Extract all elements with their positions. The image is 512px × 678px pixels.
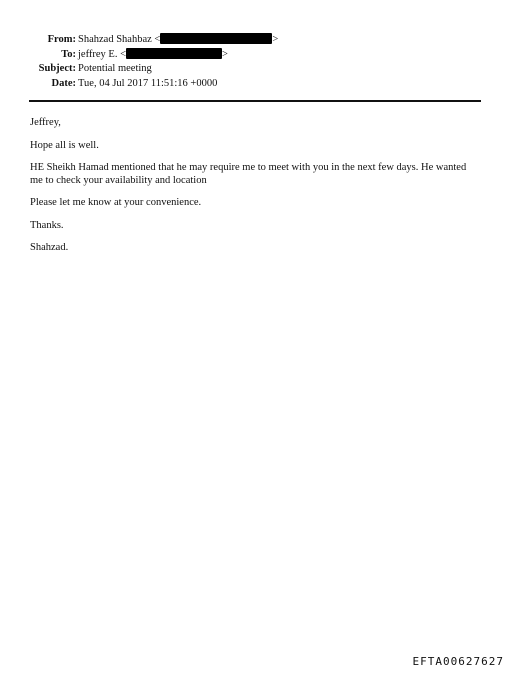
header-divider (29, 100, 481, 102)
signature: Shahzad. (30, 242, 69, 253)
email-body (30, 117, 480, 265)
to-row (0, 48, 512, 63)
from-row (0, 33, 512, 48)
body-line: Please let me know at your convenience. (30, 197, 202, 208)
redaction-bar (126, 48, 222, 59)
redaction-bar (160, 33, 272, 44)
greeting: Jeffrey, (30, 117, 61, 128)
from-label: From: (47, 34, 76, 45)
subject-label: Subject: (38, 63, 76, 74)
to-label: To: (61, 48, 76, 60)
to-close: > (222, 48, 228, 60)
document-id: EFTA00627627 (412, 655, 504, 668)
to-value (78, 48, 228, 63)
body-paragraph: HE Sheikh Hamad mentioned that he may require me to meet with you in the next few days. He wanted me to check your availability and location (30, 162, 467, 186)
date-value: Tue, 04 Jul 2017 11:51:16 +0000 (78, 77, 218, 89)
to-name: jeffrey E. < (78, 48, 126, 60)
date-row (0, 77, 512, 92)
email-header (0, 33, 512, 91)
closing: Thanks. (30, 219, 64, 231)
subject-row (0, 62, 512, 77)
from-close: > (272, 34, 279, 45)
body-line: Hope all is well. (30, 139, 99, 151)
from-value (78, 33, 278, 48)
subject-value: Potential meeting (78, 63, 152, 74)
date-label: Date: (51, 77, 76, 89)
from-name: Shahzad Shahbaz < (78, 34, 161, 45)
